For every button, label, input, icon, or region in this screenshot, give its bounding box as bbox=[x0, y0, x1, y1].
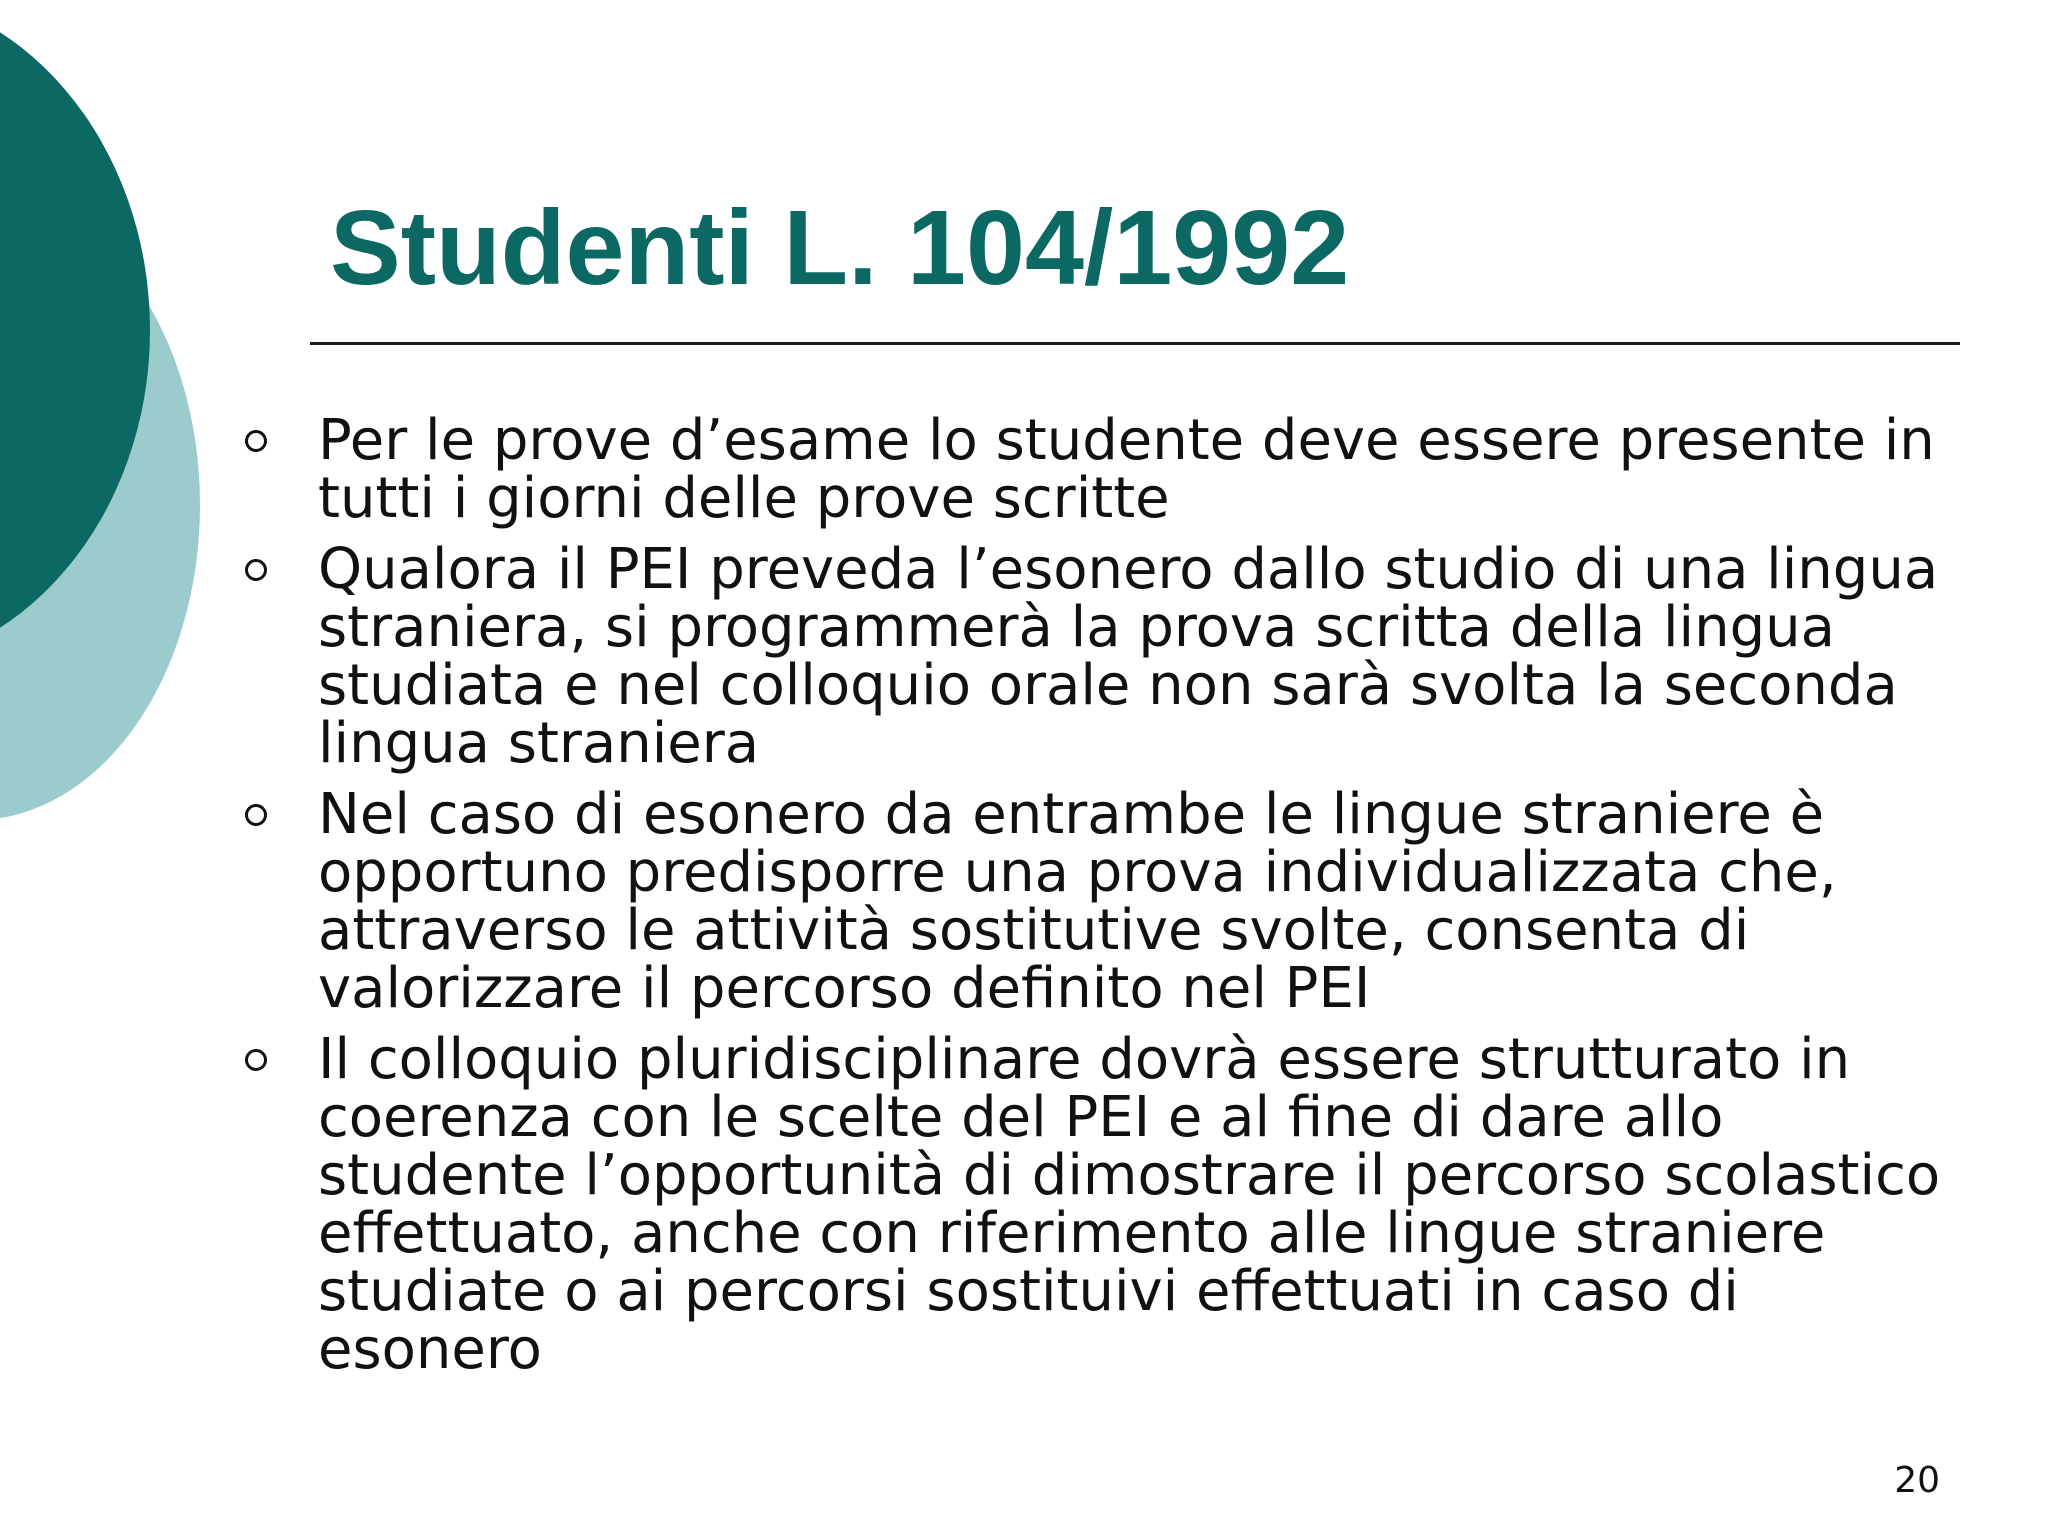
title-divider bbox=[310, 342, 1960, 345]
bullet-item bbox=[240, 537, 1960, 776]
hollow-circle-bullet-icon bbox=[245, 804, 267, 826]
hollow-circle-bullet-icon bbox=[245, 559, 267, 581]
bullet-item bbox=[240, 782, 1960, 1021]
bullet-text: Nel caso di esonero da entrambe le lingue straniere è opportuno predisporre una prova individualizzata che, attraverso le attività sostitutive svolte, consenta di valorizzare il percorso definito nel PEI bbox=[318, 782, 1837, 1021]
bullet-item bbox=[240, 408, 1960, 531]
bullet-list bbox=[240, 408, 1960, 1392]
bullet-item bbox=[240, 1027, 1960, 1382]
bullet-text: Il colloquio pluridisciplinare dovrà essere strutturato in coerenza con le scelte del PEI e al fine di dare allo studente l’opportunità di dimostrare il percorso scolastico effettuato, anche con riferimento alle lingue straniere studiate o ai percorsi sostituivi effettuati in caso di esonero bbox=[318, 1027, 1941, 1382]
bullet-text: Qualora il PEI preveda l’esonero dallo studio di una lingua straniera, si programmerà la prova scritta della lingua studiata e nel colloquio orale non sarà svolta la seconda lingua straniera bbox=[318, 537, 1939, 776]
hollow-circle-bullet-icon bbox=[245, 430, 267, 452]
bullet-text: Per le prove d’esame lo studente deve essere presente in tutti i giorni delle prove scritte bbox=[318, 408, 1935, 531]
slide-title: Studenti L. 104/1992 bbox=[330, 189, 1350, 307]
hollow-circle-bullet-icon bbox=[245, 1049, 267, 1071]
page-number: 20 bbox=[1894, 1460, 1940, 1501]
